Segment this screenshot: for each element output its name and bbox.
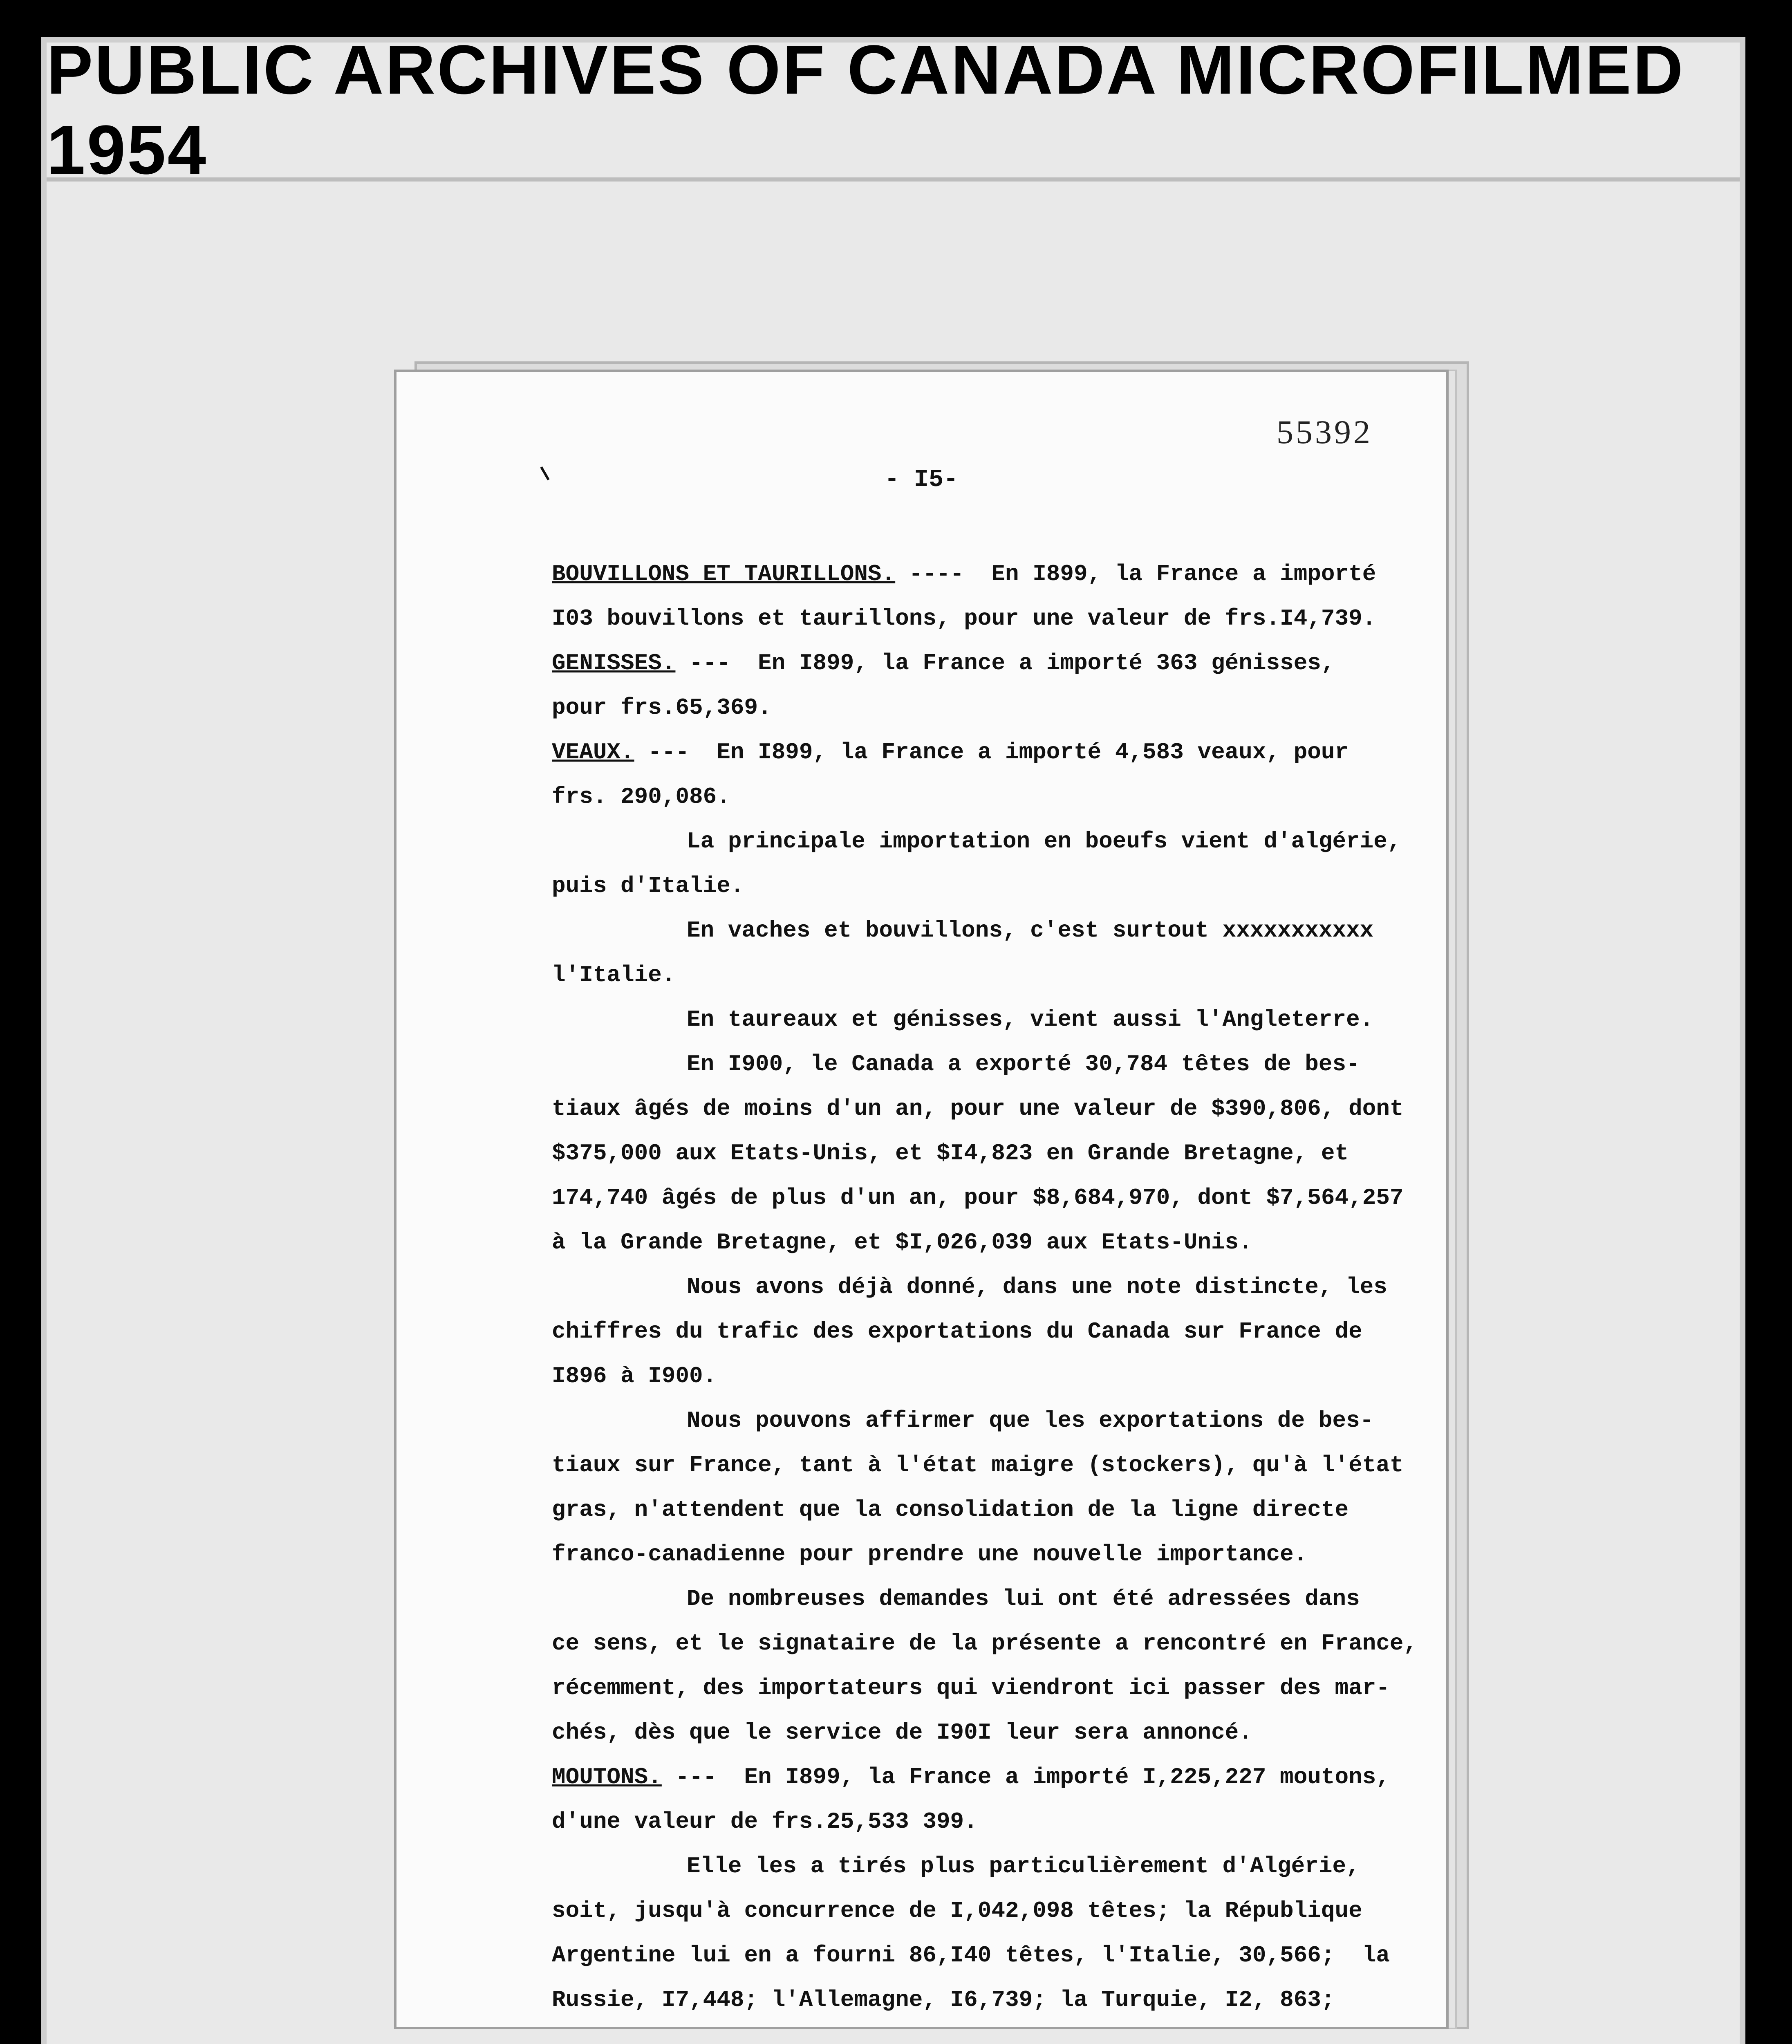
text-line	[552, 1354, 1369, 1399]
line-text: I03 bouvillons et taurillons, pour une valeur de frs.I4,739.	[552, 605, 1376, 632]
text-line	[552, 953, 1369, 997]
text-line	[552, 1666, 1390, 1710]
text-line	[552, 1399, 1374, 1443]
text-line	[552, 1220, 1369, 1265]
text-line	[552, 730, 1369, 775]
text-line	[552, 908, 1374, 953]
line-text: récemment, des importateurs qui viendront ici passer des mar-	[552, 1675, 1390, 1701]
text-line	[552, 1889, 1369, 1933]
line-text: ce sens, et le signataire de la présente a rencontré en France,	[552, 1630, 1418, 1656]
text-line	[552, 1443, 1404, 1488]
line-text: ---- En I899, la France a importé	[895, 561, 1376, 587]
line-text: frs. 290,086.	[552, 784, 730, 810]
line-text: Nous avons déjà donné, dans une note distincte, les	[687, 1274, 1387, 1300]
text-line	[552, 1978, 1369, 2022]
line-text: chiffres du trafic des exportations du Canada sur France de	[552, 1318, 1362, 1345]
text-line	[552, 1532, 1369, 1577]
line-text: La principale importation en boeufs vient d'algérie,	[687, 828, 1401, 854]
line-text: l'Italie.	[552, 962, 676, 988]
document-body	[552, 552, 1418, 2022]
text-line	[552, 864, 1369, 908]
line-text: En I900, le Canada a exporté 30,784 têtes de bes-	[687, 1051, 1360, 1077]
line-text: à la Grande Bretagne, et $I,026,039 aux Etats-Unis.	[552, 1229, 1252, 1255]
archive-number: 55392	[1277, 413, 1373, 450]
line-text: gras, n'attendent que la consolidation de la ligne directe	[552, 1497, 1349, 1523]
document-page	[394, 370, 1449, 2029]
line-text: Elle les a tirés plus particulièrement d'Algérie,	[687, 1853, 1360, 1879]
text-line	[552, 997, 1374, 1042]
page-number: - I5-	[884, 466, 959, 494]
line-text: franco-canadienne pour prendre une nouvelle importance.	[552, 1541, 1308, 1567]
line-text: tiaux sur France, tant à l'état maigre (stockers), qu'à l'état	[552, 1452, 1404, 1478]
text-line	[552, 1621, 1418, 1666]
line-text: Nous pouvons affirmer que les exportations de bes-	[687, 1407, 1374, 1434]
text-line	[552, 1755, 1390, 1800]
section-heading: GENISSES.	[552, 650, 676, 676]
text-line	[552, 641, 1369, 686]
text-line	[552, 1131, 1369, 1176]
line-text: --- En I899, la France a importé 4,583 veaux, pour	[634, 739, 1349, 765]
line-text: d'une valeur de frs.25,533 399.	[552, 1809, 978, 1835]
text-line	[552, 775, 1369, 819]
line-text: En vaches et bouvillons, c'est surtout xxxxxxxxxxx	[687, 917, 1374, 944]
line-text: chés, dès que le service de I90I leur sera annoncé.	[552, 1719, 1252, 1746]
line-text: De nombreuses demandes lui ont été adressées dans	[687, 1586, 1360, 1612]
line-text: $375,000 aux Etats-Unis, et $I4,823 en Grande Bretagne, et	[552, 1140, 1349, 1166]
line-text: puis d'Italie.	[552, 873, 744, 899]
line-text: En taureaux et génisses, vient aussi l'Angleterre.	[687, 1006, 1374, 1033]
line-text: I896 à I900.	[552, 1363, 717, 1389]
line-text: --- En I899, la France a importé I,225,227 moutons,	[661, 1764, 1390, 1790]
text-line	[552, 1265, 1387, 1309]
text-line	[552, 1933, 1390, 1978]
text-line	[552, 1710, 1369, 1755]
text-line	[552, 596, 1376, 641]
section-heading: MOUTONS.	[552, 1764, 662, 1790]
section-heading: VEAUX.	[552, 739, 634, 765]
line-text: --- En I899, la France a importé 363 génisses,	[675, 650, 1335, 676]
line-text: soit, jusqu'à concurrence de I,042,098 têtes; la République	[552, 1898, 1362, 1924]
text-line	[552, 1800, 1369, 1844]
text-line	[552, 552, 1376, 596]
text-line	[552, 1844, 1369, 1889]
microfilm-frame	[41, 31, 1745, 2044]
text-line	[552, 1042, 1369, 1087]
text-line	[552, 1309, 1369, 1354]
line-text: 174,740 âgés de plus d'un an, pour $8,684,970, dont $7,564,257	[552, 1185, 1404, 1211]
line-text: tiaux âgés de moins d'un an, pour une valeur de $390,806, dont	[552, 1096, 1404, 1122]
section-heading: BOUVILLONS ET TAURILLONS.	[552, 561, 896, 587]
line-text: Russie, I7,448; l'Allemagne, I6,739; la Turquie, I2, 863;	[552, 1987, 1335, 2013]
text-line	[552, 1488, 1369, 1532]
text-line	[552, 686, 1369, 730]
line-text: Argentine lui en a fourni 86,I40 têtes, l'Italie, 30,566; la	[552, 1942, 1390, 1968]
text-line	[552, 819, 1401, 864]
text-line	[552, 1087, 1404, 1131]
line-text: pour frs.65,369.	[552, 695, 772, 721]
text-line	[552, 1176, 1404, 1220]
text-line	[552, 1577, 1369, 1621]
microfilm-header: PUBLIC ARCHIVES OF CANADA MICROFILMED 1954	[47, 43, 1740, 182]
